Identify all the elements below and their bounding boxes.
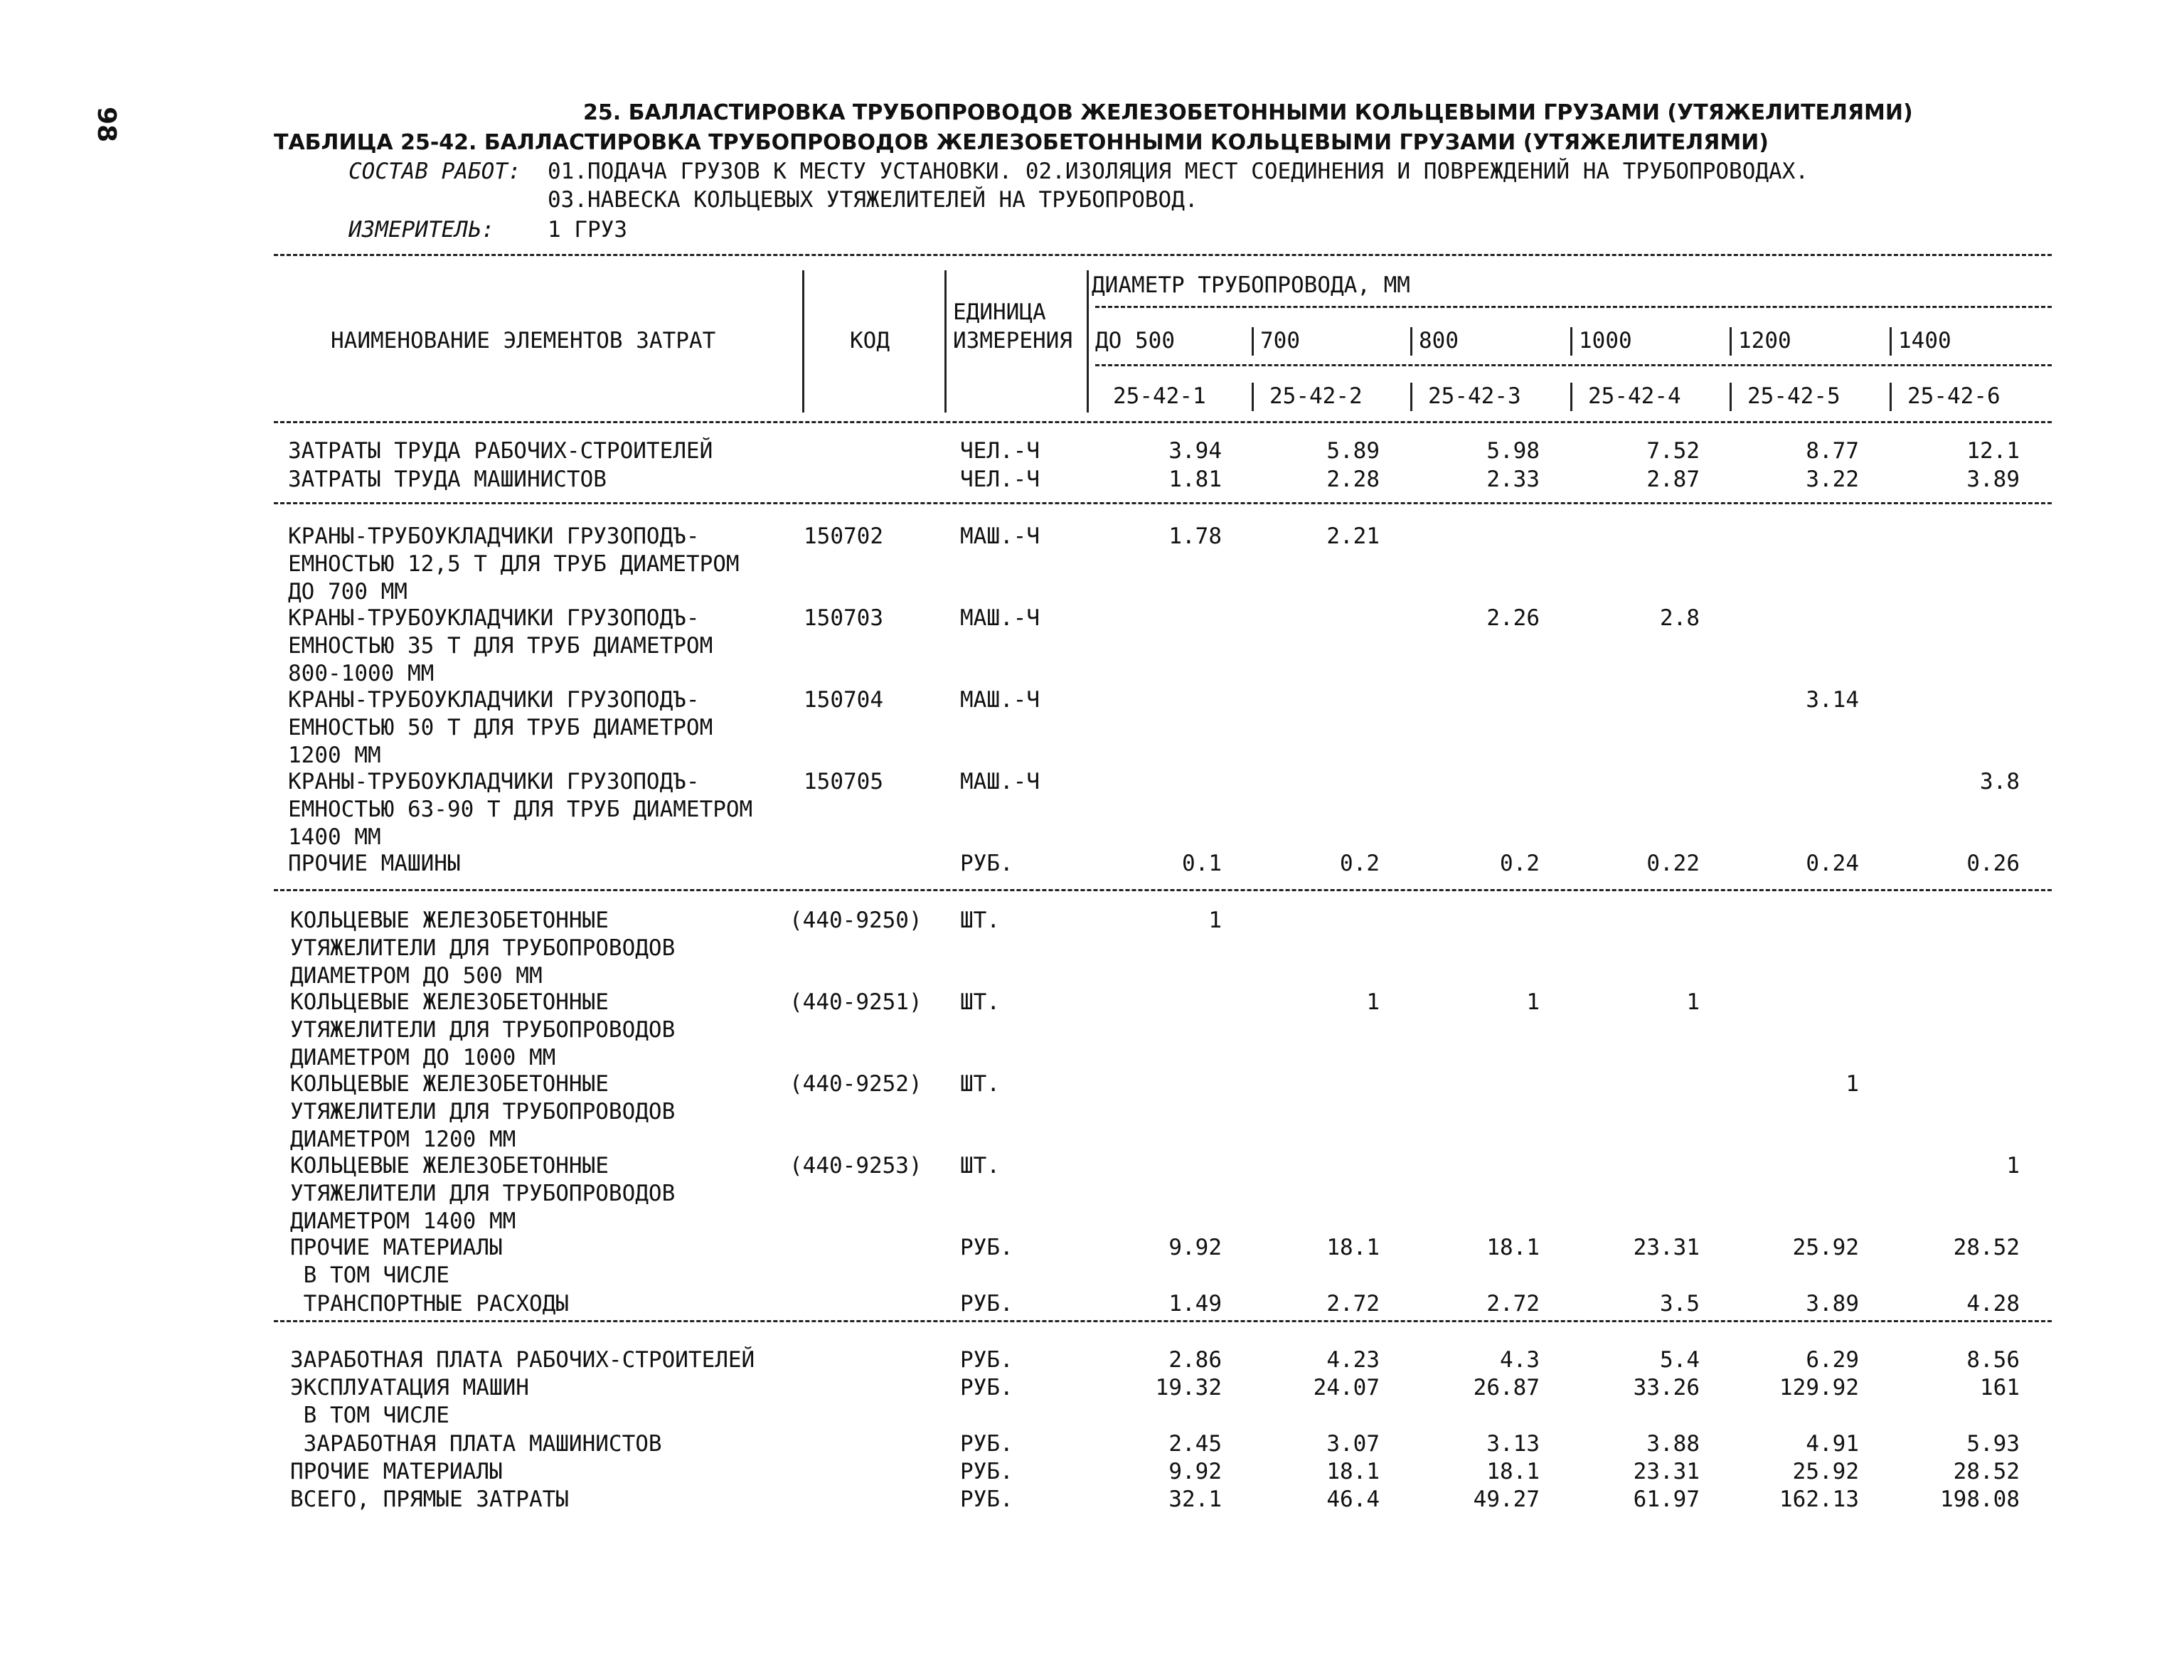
header-column-code: 25-42-1 — [1113, 383, 1206, 409]
header-divider — [802, 270, 804, 413]
row-name: 1400 ММ — [288, 824, 381, 850]
row-value: 25.92 — [1792, 1459, 1859, 1484]
row-name: 800-1000 ММ — [288, 661, 435, 686]
row-name: КОЛЬЦЕВЫЕ ЖЕЛЕЗОБЕТОННЫЕ — [290, 908, 609, 933]
row-name: ЗАТРАТЫ ТРУДА РАБОЧИХ-СТРОИТЕЛЕЙ — [288, 438, 713, 464]
row-unit: МАШ.-Ч — [960, 523, 1040, 549]
header-divider — [1087, 270, 1089, 413]
row-value: 4.23 — [1326, 1347, 1380, 1373]
row-value: 1 — [1686, 989, 1700, 1015]
header-divider — [1570, 327, 1572, 356]
row-value: 3.14 — [1806, 687, 1859, 713]
row-name: УТЯЖЕЛИТЕЛИ ДЛЯ ТРУБОПРОВОДОВ — [290, 1181, 676, 1206]
row-name: ЕМНОСТЬЮ 35 Т ДЛЯ ТРУБ ДИАМЕТРОМ — [288, 633, 713, 659]
row-name: ПРОЧИЕ МАТЕРИАЛЫ — [290, 1459, 503, 1484]
row-name: ЗАРАБОТНАЯ ПЛАТА МАШИНИСТОВ — [290, 1431, 662, 1457]
row-name: ДИАМЕТРОМ ДО 1000 ММ — [290, 1045, 556, 1070]
row-value: 1 — [1845, 1071, 1859, 1097]
row-value: 2.86 — [1168, 1347, 1222, 1373]
row-name: В ТОМ ЧИСЛЕ — [290, 1403, 449, 1428]
header-unit-1: ЕДИНИЦА — [953, 299, 1046, 325]
page-number: 98 — [92, 107, 121, 143]
row-value: 28.52 — [1953, 1235, 2020, 1260]
row-value: 2.87 — [1646, 467, 1700, 492]
header-diameter-value: 1000 — [1579, 328, 1632, 353]
row-value: 9.92 — [1168, 1459, 1222, 1484]
row-name: КРАНЫ-ТРУБОУКЛАДЧИКИ ГРУЗОПОДЪ- — [288, 769, 700, 794]
work-line-2: 03.НАВЕСКА КОЛЬЦЕВЫХ УТЯЖЕЛИТЕЛЕЙ НА ТРУБОПРОВОД. — [548, 187, 1198, 213]
row-value: 3.13 — [1486, 1431, 1540, 1457]
row-name: ЕМНОСТЬЮ 50 Т ДЛЯ ТРУБ ДИАМЕТРОМ — [288, 715, 713, 740]
row-value: 0.24 — [1806, 851, 1859, 876]
row-name: ЗАТРАТЫ ТРУДА МАШИНИСТОВ — [288, 467, 607, 492]
row-name: ДИАМЕТРОМ 1400 ММ — [290, 1208, 516, 1234]
row-value: 0.2 — [1340, 851, 1380, 876]
row-value: 18.1 — [1486, 1459, 1540, 1484]
row-value: 49.27 — [1473, 1487, 1540, 1512]
row-name: ЕМНОСТЬЮ 63-90 Т ДЛЯ ТРУБ ДИАМЕТРОМ — [288, 797, 753, 822]
row-value: 2.28 — [1326, 467, 1380, 492]
row-value: 4.91 — [1806, 1431, 1859, 1457]
row-value: 0.22 — [1646, 851, 1700, 876]
row-value: 1 — [1208, 908, 1222, 933]
row-value: 2.21 — [1326, 523, 1380, 549]
row-value: 2.33 — [1486, 467, 1540, 492]
header-column-code: 25-42-3 — [1428, 383, 1521, 409]
row-value: 0.26 — [1966, 851, 2020, 876]
row-value: 9.92 — [1168, 1235, 1222, 1260]
row-value: 25.92 — [1792, 1235, 1859, 1260]
measure-value: 1 ГРУЗ — [548, 217, 627, 243]
row-unit: ЧЕЛ.-Ч — [960, 467, 1040, 492]
row-name: ТРАНСПОРТНЫЕ РАСХОДЫ — [290, 1291, 569, 1317]
header-divider — [1890, 383, 1892, 411]
row-value: 2.26 — [1486, 605, 1540, 631]
row-name: КОЛЬЦЕВЫЕ ЖЕЛЕЗОБЕТОННЫЕ — [290, 1071, 609, 1097]
work-label: СОСТАВ РАБОТ: — [348, 159, 521, 184]
row-value: 3.07 — [1326, 1431, 1380, 1457]
row-name: УТЯЖЕЛИТЕЛИ ДЛЯ ТРУБОПРОВОДОВ — [290, 1099, 676, 1125]
header-column-code: 25-42-6 — [1907, 383, 2001, 409]
row-value: 3.8 — [1980, 769, 2020, 794]
row-name: УТЯЖЕЛИТЕЛИ ДЛЯ ТРУБОПРОВОДОВ — [290, 1017, 676, 1043]
row-value: 6.29 — [1806, 1347, 1859, 1373]
row-value: 33.26 — [1633, 1375, 1700, 1400]
row-value: 0.1 — [1182, 851, 1222, 876]
header-diameter: ДИАМЕТР ТРУБОПРОВОДА, ММ — [1092, 272, 1410, 298]
row-value: 1.81 — [1168, 467, 1222, 492]
row-unit: РУБ. — [960, 851, 1013, 876]
header-divider — [1570, 383, 1572, 411]
row-value: 7.52 — [1646, 438, 1700, 464]
row-unit: РУБ. — [960, 1235, 1013, 1260]
row-code: 150705 — [804, 769, 883, 794]
row-unit: ШТ. — [960, 989, 1000, 1015]
header-divider — [1252, 383, 1254, 411]
row-name: ПРОЧИЕ МАШИНЫ — [288, 851, 461, 876]
row-name: ЕМНОСТЬЮ 12,5 Т ДЛЯ ТРУБ ДИАМЕТРОМ — [288, 551, 740, 577]
header-column-code: 25-42-4 — [1588, 383, 1681, 409]
row-name: ДИАМЕТРОМ 1200 ММ — [290, 1127, 516, 1152]
rule-header-mid — [1095, 306, 2052, 308]
header-divider — [1410, 383, 1412, 411]
row-unit: ШТ. — [960, 1153, 1000, 1179]
row-unit: РУБ. — [960, 1487, 1013, 1512]
row-name: УТЯЖЕЛИТЕЛИ ДЛЯ ТРУБОПРОВОДОВ — [290, 935, 676, 961]
row-value: 18.1 — [1326, 1459, 1380, 1484]
header-diameter-value: ДО 500 — [1095, 328, 1175, 353]
section-title: 25. БАЛЛАСТИРОВКА ТРУБОПРОВОДОВ ЖЕЛЕЗОБЕТОННЫМИ КОЛЬЦЕВЫМИ ГРУЗАМИ (УТЯЖЕЛИТЕЛЯМИ) — [583, 100, 1913, 125]
row-value: 198.08 — [1940, 1487, 2020, 1512]
row-value: 32.1 — [1168, 1487, 1222, 1512]
row-code: (440-9250) — [789, 908, 922, 933]
header-divider — [944, 270, 947, 413]
row-value: 3.5 — [1660, 1291, 1700, 1317]
row-name: ВСЕГО, ПРЯМЫЕ ЗАТРАТЫ — [290, 1487, 569, 1512]
row-code: (440-9252) — [789, 1071, 922, 1097]
header-name: НАИМЕНОВАНИЕ ЭЛЕМЕНТОВ ЗАТРАТ — [331, 328, 716, 353]
header-diameter-value: 800 — [1419, 328, 1459, 353]
row-value: 2.8 — [1660, 605, 1700, 631]
row-value: 1 — [1526, 989, 1540, 1015]
row-value: 23.31 — [1633, 1235, 1700, 1260]
row-value: 5.4 — [1660, 1347, 1700, 1373]
row-value: 0.2 — [1500, 851, 1540, 876]
row-unit: РУБ. — [960, 1375, 1013, 1400]
row-value: 28.52 — [1953, 1459, 2020, 1484]
row-value: 2.45 — [1168, 1431, 1222, 1457]
row-value: 1 — [1366, 989, 1380, 1015]
header-diameter-value: 1200 — [1738, 328, 1791, 353]
work-line-1: 01.ПОДАЧА ГРУЗОВ К МЕСТУ УСТАНОВКИ. 02.ИЗОЛЯЦИЯ МЕСТ СОЕДИНЕНИЯ И ПОВРЕЖДЕНИЙ НА ТРУБОПРОВОДАХ. — [548, 159, 1809, 184]
row-name: В ТОМ ЧИСЛЕ — [290, 1262, 449, 1288]
row-unit: МАШ.-Ч — [960, 687, 1040, 713]
row-name: КРАНЫ-ТРУБОУКЛАДЧИКИ ГРУЗОПОДЪ- — [288, 687, 700, 713]
row-value: 61.97 — [1633, 1487, 1700, 1512]
row-name: ЭКСПЛУАТАЦИЯ МАШИН — [290, 1375, 529, 1400]
header-diameter-value: 1400 — [1898, 328, 1951, 353]
header-divider — [1410, 327, 1412, 356]
header-column-code: 25-42-2 — [1269, 383, 1363, 409]
row-value: 46.4 — [1326, 1487, 1380, 1512]
row-value: 161 — [1980, 1375, 2020, 1400]
row-name: ПРОЧИЕ МАТЕРИАЛЫ — [290, 1235, 503, 1260]
row-value: 1.78 — [1168, 523, 1222, 549]
row-value: 4.3 — [1500, 1347, 1540, 1373]
row-name: КОЛЬЦЕВЫЕ ЖЕЛЕЗОБЕТОННЫЕ — [290, 1153, 609, 1179]
row-code: 150702 — [804, 523, 883, 549]
row-name: КРАНЫ-ТРУБОУКЛАДЧИКИ ГРУЗОПОДЪ- — [288, 523, 700, 549]
row-code: (440-9253) — [789, 1153, 922, 1179]
row-unit: РУБ. — [960, 1459, 1013, 1484]
header-divider — [1890, 327, 1892, 356]
row-value: 12.1 — [1966, 438, 2020, 464]
header-diameter-value: 700 — [1260, 328, 1300, 353]
row-code: 150703 — [804, 605, 883, 631]
row-name: 1200 ММ — [288, 743, 381, 768]
row-value: 8.77 — [1806, 438, 1859, 464]
row-value: 8.56 — [1966, 1347, 2020, 1373]
row-unit: ШТ. — [960, 1071, 1000, 1097]
row-unit: РУБ. — [960, 1431, 1013, 1457]
section-rule — [274, 502, 2052, 504]
row-unit: ШТ. — [960, 908, 1000, 933]
row-value: 4.28 — [1966, 1291, 2020, 1317]
row-value: 23.31 — [1633, 1459, 1700, 1484]
row-unit: МАШ.-Ч — [960, 605, 1040, 631]
header-column-code: 25-42-5 — [1747, 383, 1841, 409]
row-value: 26.87 — [1473, 1375, 1540, 1400]
row-unit: РУБ. — [960, 1291, 1013, 1317]
row-name: ДИАМЕТРОМ ДО 500 ММ — [290, 963, 543, 989]
rule-header-mid — [1095, 364, 2052, 366]
row-name: КРАНЫ-ТРУБОУКЛАДЧИКИ ГРУЗОПОДЪ- — [288, 605, 700, 631]
row-name: ДО 700 ММ — [288, 579, 407, 605]
section-rule — [274, 889, 2052, 891]
row-value: 2.72 — [1326, 1291, 1380, 1317]
row-unit: МАШ.-Ч — [960, 769, 1040, 794]
row-value: 5.98 — [1486, 438, 1540, 464]
row-value: 3.88 — [1646, 1431, 1700, 1457]
section-rule — [274, 1320, 2052, 1322]
header-divider — [1730, 383, 1732, 411]
row-unit: ЧЕЛ.-Ч — [960, 438, 1040, 464]
row-code: (440-9251) — [789, 989, 922, 1015]
row-value: 162.13 — [1779, 1487, 1859, 1512]
header-unit-2: ИЗМЕРЕНИЯ — [953, 328, 1072, 353]
row-value: 129.92 — [1779, 1375, 1859, 1400]
row-value: 1.49 — [1168, 1291, 1222, 1317]
row-value: 18.1 — [1326, 1235, 1380, 1260]
table-title: ТАБЛИЦА 25-42. БАЛЛАСТИРОВКА ТРУБОПРОВОДОВ ЖЕЛЕЗОБЕТОННЫМИ КОЛЬЦЕВЫМИ ГРУЗАМИ (УТЯЖЕЛИТЕЛЯМИ) — [274, 130, 1769, 155]
row-value: 18.1 — [1486, 1235, 1540, 1260]
header-code: КОД — [850, 328, 890, 353]
row-value: 5.93 — [1966, 1431, 2020, 1457]
measure-label: ИЗМЕРИТЕЛЬ: — [348, 217, 495, 243]
rule-header-bottom — [274, 421, 2052, 423]
row-code: 150704 — [804, 687, 883, 713]
row-value: 3.89 — [1966, 467, 2020, 492]
row-value: 3.22 — [1806, 467, 1859, 492]
row-value: 5.89 — [1326, 438, 1380, 464]
header-divider — [1730, 327, 1732, 356]
header-divider — [1252, 327, 1254, 356]
row-value: 24.07 — [1313, 1375, 1380, 1400]
row-unit: РУБ. — [960, 1347, 1013, 1373]
row-value: 19.32 — [1155, 1375, 1222, 1400]
row-value: 3.94 — [1168, 438, 1222, 464]
row-name: ЗАРАБОТНАЯ ПЛАТА РАБОЧИХ-СТРОИТЕЛЕЙ — [290, 1347, 755, 1373]
row-value: 2.72 — [1486, 1291, 1540, 1317]
row-value: 3.89 — [1806, 1291, 1859, 1317]
row-name: КОЛЬЦЕВЫЕ ЖЕЛЕЗОБЕТОННЫЕ — [290, 989, 609, 1015]
row-value: 1 — [2006, 1153, 2020, 1179]
rule-top — [274, 254, 2052, 256]
